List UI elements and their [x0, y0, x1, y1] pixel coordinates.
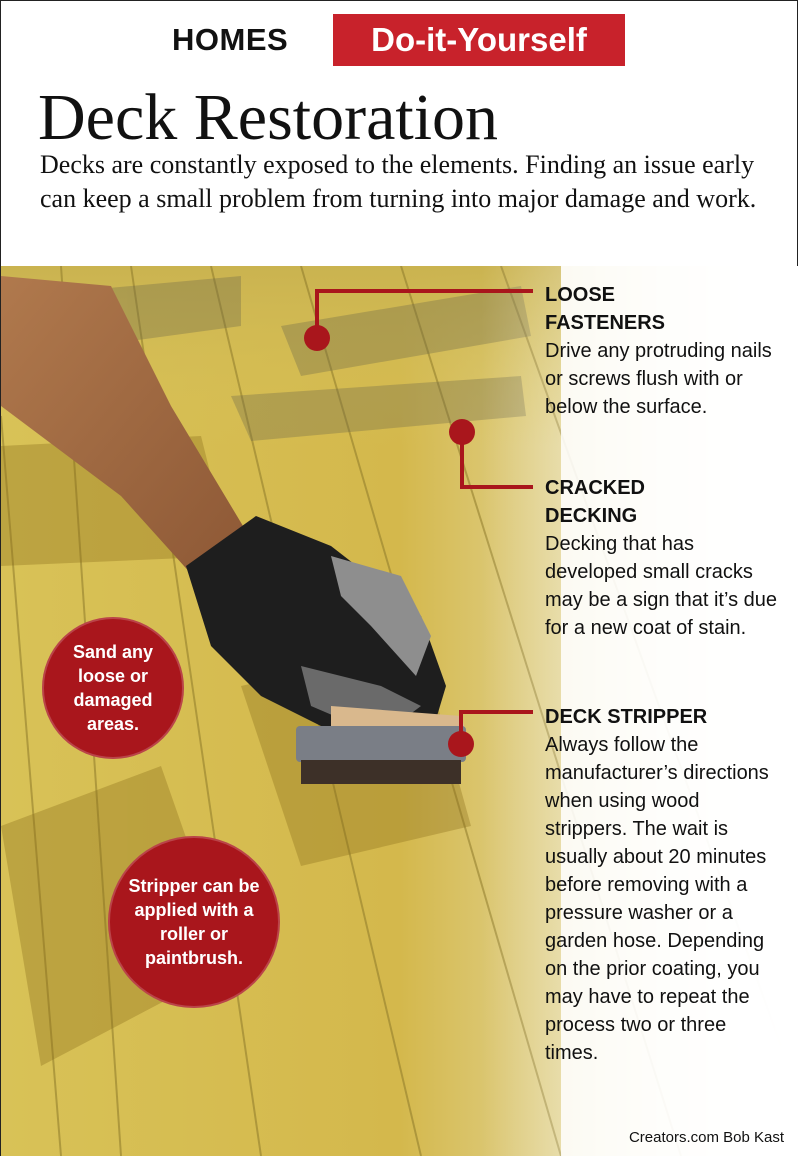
tip-text: Stripper can be applied with a roller or paintbrush. [128, 876, 260, 968]
callout-heading: FASTENERS [545, 312, 666, 334]
tip-circle-sand [42, 617, 184, 759]
tip-text: Sand any loose or damaged areas. [72, 642, 154, 734]
page-title: Deck Restoration [38, 81, 499, 154]
intro-text: Decks are constantly exposed to the elements. Finding an issue early can keep a small problem from turning into major damage and work. [40, 150, 757, 213]
callout-heading: DECK STRIPPER [545, 706, 708, 728]
callout-heading: DECKING [545, 505, 638, 527]
callout-body: Decking that has developed small cracks may be a sign that it’s due for a new coat of stain. [545, 533, 777, 639]
section-tag: Do-it-Yourself [333, 14, 625, 66]
tip-circle-stripper [108, 836, 280, 1008]
marker-dot [448, 731, 474, 757]
callout-heading: LOOSE [545, 284, 616, 306]
marker-dot [304, 325, 330, 351]
credit-line: Creators.com Bob Kast [628, 1129, 784, 1146]
callout-loose-fasteners [545, 281, 785, 421]
callout-cracked-decking [545, 474, 785, 642]
marker-dot [449, 419, 475, 445]
header [0, 8, 800, 60]
callout-deck-stripper [545, 703, 785, 1067]
callout-body: Always follow the manufacturer’s directions when using wood strippers. The wait is usually about 20 minutes before removing with a pressure washer or a garden hose. Depending on the prior coating, you may have to repeat the process two or three times. [545, 734, 769, 1064]
callout-body: Drive any protruding nails or screws flush with or below the surface. [545, 340, 772, 418]
section-label: HOMES [172, 22, 289, 57]
callout-heading: CRACKED [545, 477, 645, 499]
